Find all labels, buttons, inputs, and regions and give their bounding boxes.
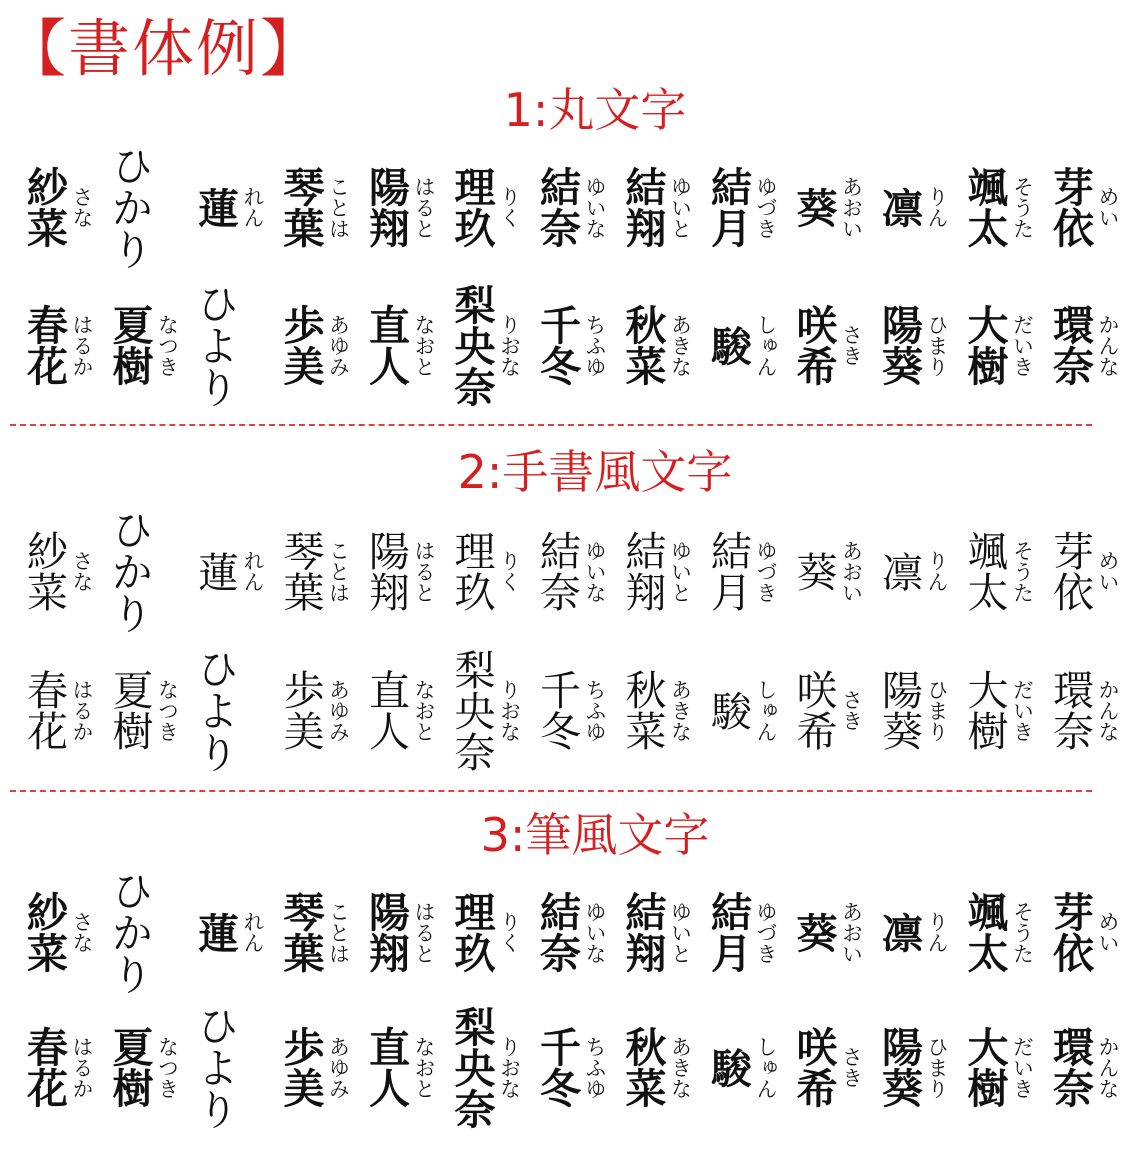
name-entry — [22, 280, 107, 410]
name-entry — [789, 867, 877, 997]
name-kanji: 紗菜 — [20, 530, 68, 612]
name-entry — [193, 645, 278, 775]
name-reading: そうた — [1010, 900, 1035, 964]
name-reading: ゆいな — [583, 539, 607, 603]
name-entry — [364, 867, 449, 997]
name-entry — [960, 142, 1048, 272]
name-entry — [193, 506, 278, 636]
name-entry — [22, 1002, 107, 1132]
name-kanji: 芽依 — [1046, 530, 1094, 612]
name-entry — [535, 506, 620, 636]
name-entry — [193, 1002, 278, 1132]
name-kanji: 咲希 — [789, 669, 838, 751]
name-entry — [618, 645, 706, 775]
name-kanji: 春花 — [20, 669, 68, 751]
name-entry — [960, 867, 1048, 997]
name-reading: ちふゆ — [583, 1035, 607, 1099]
name-entry — [618, 142, 706, 272]
name-reading: ちふゆ — [583, 678, 607, 742]
name-entry — [276, 645, 364, 775]
name-kanji: 葵 — [789, 911, 838, 953]
name-kanji: 直人 — [362, 304, 410, 386]
name-kanji: 芽依 — [1046, 166, 1094, 248]
name-entry — [1048, 506, 1133, 636]
name-kanji: ひより — [191, 647, 240, 773]
name-reading: りおな — [497, 678, 522, 742]
name-entry — [535, 280, 620, 410]
name-reading: ひまり — [925, 678, 949, 742]
name-kanji: 凛 — [875, 911, 923, 953]
name-reading: りおな — [497, 313, 522, 377]
name-reading: りん — [925, 911, 949, 953]
name-entry — [960, 645, 1048, 775]
name-reading: なおと — [412, 313, 436, 377]
name-entry — [364, 506, 449, 636]
name-kanji: ひかり — [105, 508, 155, 634]
name-kanji: 秋菜 — [618, 304, 667, 386]
name-kanji: 駿 — [704, 1046, 752, 1088]
name-kanji: 環奈 — [1046, 669, 1094, 751]
name-kanji: 琴葉 — [276, 530, 325, 612]
name-entry — [447, 280, 535, 410]
name-kanji: 歩美 — [276, 1026, 325, 1108]
name-entry — [789, 142, 877, 272]
name-reading: れん — [241, 186, 265, 228]
name-entry — [22, 645, 107, 775]
name-kanji: 直人 — [362, 669, 410, 751]
name-reading: かんな — [1096, 313, 1120, 377]
name-kanji: 理玖 — [447, 530, 496, 612]
name-reading: ゆいな — [583, 175, 607, 239]
name-reading: めい — [1096, 911, 1120, 953]
name-reading: ことは — [326, 539, 351, 603]
name-kanji: 葵 — [789, 550, 838, 592]
name-kanji: 蓮 — [191, 186, 239, 228]
name-kanji: 陽葵 — [875, 1026, 923, 1108]
name-reading: はるか — [70, 313, 94, 377]
name-kanji: 陽翔 — [362, 891, 410, 973]
name-entry — [618, 506, 706, 636]
name-kanji: 歩美 — [276, 304, 325, 386]
name-entry — [1048, 1002, 1133, 1132]
name-reading: ことは — [326, 900, 351, 964]
name-kanji: 梨央奈 — [447, 648, 496, 772]
name-reading: りく — [497, 186, 522, 228]
dashed-divider — [10, 424, 1092, 426]
name-entry — [22, 506, 107, 636]
name-kanji: 千冬 — [533, 304, 581, 386]
name-entry — [276, 1002, 364, 1132]
name-kanji: 直人 — [362, 1026, 410, 1108]
name-kanji: 陽葵 — [875, 669, 923, 751]
name-entry — [105, 280, 193, 410]
name-kanji: 駿 — [704, 324, 752, 366]
name-kanji: 琴葉 — [276, 166, 325, 248]
name-reading: はるか — [70, 1035, 94, 1099]
name-entry — [877, 1002, 962, 1132]
name-entry — [877, 867, 962, 997]
name-kanji: 大樹 — [960, 1026, 1009, 1108]
name-kanji: 秋菜 — [618, 1026, 667, 1108]
name-kanji: 歩美 — [276, 669, 325, 751]
name-entry — [789, 506, 877, 636]
name-reading: あおい — [839, 175, 864, 239]
name-reading: ゆいと — [668, 900, 693, 964]
name-reading: ゆづき — [754, 900, 778, 964]
name-reading: りおな — [497, 1035, 522, 1099]
name-reading: ひまり — [925, 1035, 949, 1099]
name-kanji: 大樹 — [960, 669, 1009, 751]
name-entry — [364, 280, 449, 410]
name-kanji: 夏樹 — [105, 1026, 154, 1108]
name-reading: ちふゆ — [583, 313, 607, 377]
name-kanji: 陽翔 — [362, 530, 410, 612]
name-entry — [447, 645, 535, 775]
name-row — [0, 142, 1120, 272]
name-entry — [618, 1002, 706, 1132]
name-entry — [364, 1002, 449, 1132]
name-kanji: 結月 — [704, 166, 752, 248]
name-entry — [960, 1002, 1048, 1132]
name-row — [0, 506, 1120, 636]
name-kanji: 大樹 — [960, 304, 1009, 386]
name-entry — [877, 142, 962, 272]
name-reading: さな — [70, 186, 94, 228]
name-entry — [877, 280, 962, 410]
name-reading: ゆいと — [668, 539, 693, 603]
name-entry — [276, 867, 364, 997]
name-reading: さな — [70, 550, 94, 592]
name-reading: さな — [70, 911, 94, 953]
name-reading: ひまり — [925, 313, 949, 377]
name-kanji: 結翔 — [618, 891, 667, 973]
name-entry — [193, 142, 278, 272]
name-row — [0, 645, 1120, 775]
name-entry — [618, 280, 706, 410]
name-entry — [960, 506, 1048, 636]
name-entry — [276, 280, 364, 410]
dashed-divider — [10, 790, 1092, 792]
name-entry — [276, 142, 364, 272]
name-entry — [105, 142, 193, 272]
name-reading: かんな — [1096, 1035, 1120, 1099]
name-kanji: 凛 — [875, 186, 923, 228]
name-entry — [193, 867, 278, 997]
name-kanji: 春花 — [20, 304, 68, 386]
name-entry — [193, 280, 278, 410]
name-reading: りく — [497, 911, 522, 953]
name-reading: あおい — [839, 900, 864, 964]
name-entry — [789, 645, 877, 775]
name-entry — [877, 506, 962, 636]
name-kanji: 颯太 — [960, 530, 1009, 612]
name-reading: あゆみ — [326, 678, 351, 742]
name-entry — [364, 645, 449, 775]
name-entry — [789, 280, 877, 410]
name-entry — [535, 645, 620, 775]
name-reading: さき — [839, 324, 864, 366]
name-kanji: 陽翔 — [362, 166, 410, 248]
name-entry — [105, 506, 193, 636]
name-entry — [877, 645, 962, 775]
section-title: 3:筆風文字 — [480, 808, 710, 862]
name-reading: なつき — [155, 678, 180, 742]
name-reading: なおと — [412, 678, 436, 742]
name-reading: あおい — [839, 539, 864, 603]
name-entry — [1048, 645, 1133, 775]
name-reading: めい — [1096, 186, 1120, 228]
name-reading: しゅん — [754, 678, 778, 742]
name-row — [0, 1002, 1120, 1132]
name-kanji: ひより — [191, 282, 240, 408]
name-reading: りん — [925, 550, 949, 592]
name-kanji: 結翔 — [618, 530, 667, 612]
name-entry — [105, 645, 193, 775]
name-kanji: 結翔 — [618, 166, 667, 248]
name-reading: しゅん — [754, 313, 778, 377]
name-kanji: 環奈 — [1046, 304, 1094, 386]
name-kanji: 紗菜 — [20, 891, 68, 973]
name-entry — [706, 280, 791, 410]
section-title: 2:手書風文字 — [457, 445, 733, 499]
name-reading: だいき — [1010, 678, 1035, 742]
name-reading: なおと — [412, 1035, 436, 1099]
name-kanji: 駿 — [704, 689, 752, 731]
name-kanji: 葵 — [789, 186, 838, 228]
name-reading: そうた — [1010, 539, 1035, 603]
section-title: 1:丸文字 — [503, 83, 687, 137]
name-reading: だいき — [1010, 1035, 1035, 1099]
name-entry — [447, 506, 535, 636]
name-reading: だいき — [1010, 313, 1035, 377]
name-entry — [22, 867, 107, 997]
name-kanji: 春花 — [20, 1026, 68, 1108]
name-kanji: 梨央奈 — [447, 283, 496, 407]
name-entry — [960, 280, 1048, 410]
page-title: 【書体例】 — [4, 12, 325, 85]
name-kanji: 颯太 — [960, 166, 1009, 248]
name-kanji: 梨央奈 — [447, 1005, 496, 1129]
name-reading: れん — [241, 911, 265, 953]
name-entry — [535, 142, 620, 272]
name-entry — [1048, 867, 1133, 997]
name-reading: はると — [412, 175, 436, 239]
name-kanji: 結月 — [704, 530, 752, 612]
name-entry — [535, 1002, 620, 1132]
name-reading: ゆづき — [754, 175, 778, 239]
name-reading: はると — [412, 539, 436, 603]
name-entry — [706, 645, 791, 775]
name-reading: なつき — [155, 1035, 180, 1099]
name-entry — [447, 867, 535, 997]
name-kanji: 理玖 — [447, 891, 496, 973]
name-entry — [1048, 280, 1133, 410]
name-entry — [105, 1002, 193, 1132]
name-reading: そうた — [1010, 175, 1035, 239]
name-entry — [276, 506, 364, 636]
name-kanji: 紗菜 — [20, 166, 68, 248]
name-kanji: ひかり — [105, 144, 155, 270]
name-kanji: 千冬 — [533, 669, 581, 751]
name-entry — [706, 506, 791, 636]
name-reading: ことは — [326, 175, 351, 239]
name-entry — [447, 1002, 535, 1132]
name-kanji: 理玖 — [447, 166, 496, 248]
name-reading: しゅん — [754, 1035, 778, 1099]
name-entry — [706, 1002, 791, 1132]
name-reading: はるか — [70, 678, 94, 742]
name-reading: めい — [1096, 550, 1120, 592]
name-kanji: 蓮 — [191, 911, 239, 953]
name-entry — [535, 867, 620, 997]
name-reading: りん — [925, 186, 949, 228]
name-reading: さき — [839, 689, 864, 731]
name-kanji: 颯太 — [960, 891, 1009, 973]
name-reading: さき — [839, 1046, 864, 1088]
name-kanji: 結奈 — [533, 891, 581, 973]
name-entry — [1048, 142, 1133, 272]
name-reading: かんな — [1096, 678, 1120, 742]
name-reading: ゆいな — [583, 900, 607, 964]
name-kanji: 秋菜 — [618, 669, 667, 751]
name-reading: れん — [241, 550, 265, 592]
name-row — [0, 280, 1120, 410]
name-kanji: 芽依 — [1046, 891, 1094, 973]
name-row — [0, 867, 1120, 997]
name-entry — [789, 1002, 877, 1132]
name-kanji: ひかり — [105, 869, 155, 995]
name-reading: あゆみ — [326, 313, 351, 377]
name-kanji: 凛 — [875, 550, 923, 592]
name-reading: あきな — [668, 1035, 693, 1099]
name-entry — [22, 142, 107, 272]
name-reading: あきな — [668, 678, 693, 742]
name-reading: ゆづき — [754, 539, 778, 603]
name-kanji: 結奈 — [533, 166, 581, 248]
name-entry — [618, 867, 706, 997]
name-kanji: 琴葉 — [276, 891, 325, 973]
name-kanji: 夏樹 — [105, 304, 154, 386]
name-kanji: 蓮 — [191, 550, 239, 592]
name-kanji: 夏樹 — [105, 669, 154, 751]
name-entry — [706, 867, 791, 997]
name-kanji: 千冬 — [533, 1026, 581, 1108]
name-entry — [706, 142, 791, 272]
name-kanji: 咲希 — [789, 1026, 838, 1108]
name-reading: ゆいと — [668, 175, 693, 239]
name-kanji: 陽葵 — [875, 304, 923, 386]
name-reading: なつき — [155, 313, 180, 377]
name-kanji: ひより — [191, 1004, 240, 1130]
name-reading: はると — [412, 900, 436, 964]
name-entry — [105, 867, 193, 997]
name-entry — [447, 142, 535, 272]
name-kanji: 結月 — [704, 891, 752, 973]
name-reading: あゆみ — [326, 1035, 351, 1099]
name-kanji: 環奈 — [1046, 1026, 1094, 1108]
name-entry — [364, 142, 449, 272]
name-reading: りく — [497, 550, 522, 592]
name-kanji: 結奈 — [533, 530, 581, 612]
name-reading: あきな — [668, 313, 693, 377]
name-kanji: 咲希 — [789, 304, 838, 386]
